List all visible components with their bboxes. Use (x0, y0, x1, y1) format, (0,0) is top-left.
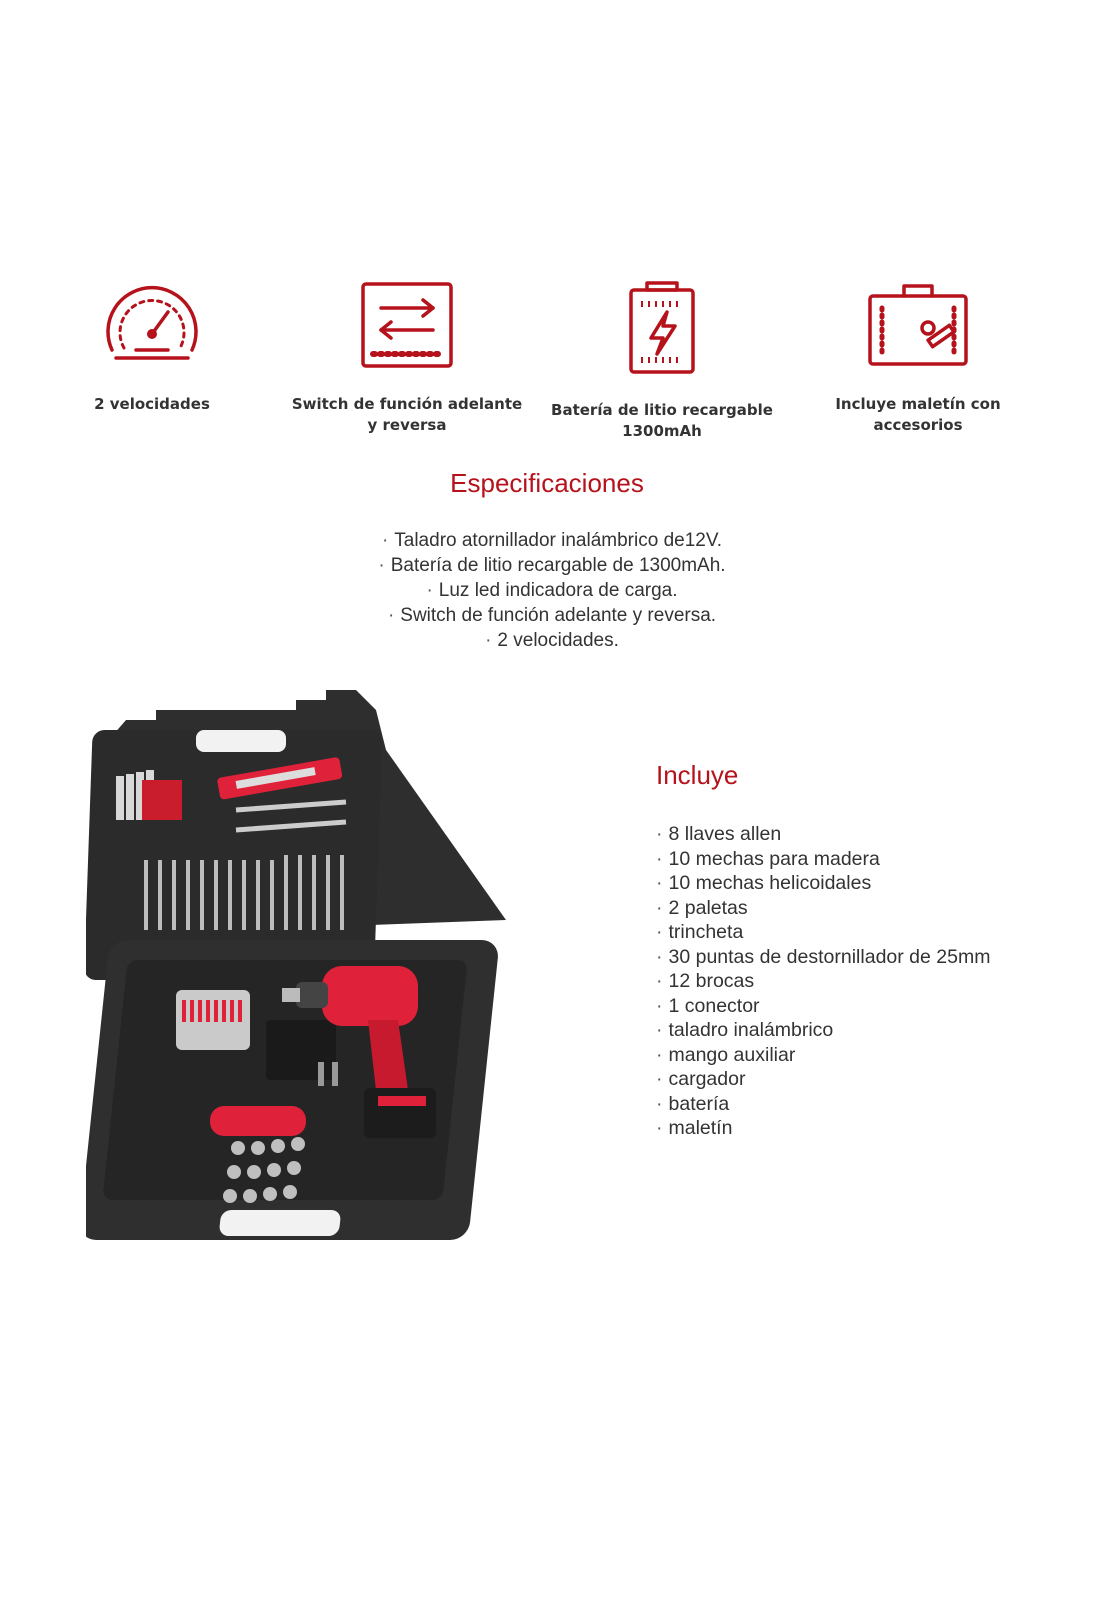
list-item: · Switch de función adelante y reversa. (387, 605, 717, 626)
feature-switch (287, 280, 527, 436)
list-item: · cargador (656, 1068, 746, 1090)
bullet: · (387, 605, 395, 626)
list-item: · 2 paletas (656, 896, 748, 919)
feature-label: Incluye maletín con accesorios (835, 395, 1001, 434)
feature-speed (32, 280, 272, 415)
list-item: · 10 mechas helicoidales (656, 872, 872, 894)
bullet: · (656, 1019, 663, 1041)
list-item: · 12 brocas (656, 970, 755, 992)
bullet: · (656, 945, 663, 968)
bullet: · (656, 1092, 663, 1115)
bullet: · (656, 921, 663, 943)
bullet: · (381, 530, 389, 551)
list-item: · trincheta (656, 921, 744, 943)
list-item: · 30 puntas de destornillador de 25mm (656, 945, 991, 968)
includes-title: Incluye (656, 760, 739, 790)
bullet: · (378, 555, 385, 576)
bullet: · (656, 847, 663, 870)
list-item: · maletín (656, 1117, 733, 1139)
list-item: · 8 llaves allen (656, 823, 782, 845)
forward-reverse-switch-icon (359, 280, 455, 370)
list-item: · 2 velocidades. (485, 630, 619, 651)
feature-case (798, 280, 1038, 436)
battery-charge-icon (627, 280, 697, 376)
list-item: · taladro inalámbrico (656, 1019, 834, 1041)
includes-list (656, 822, 1096, 1141)
list-item: · Luz led indicadora de carga. (426, 580, 678, 601)
bullet: · (656, 896, 663, 919)
toolkit-product-image (86, 690, 536, 1250)
bullet: · (656, 1117, 663, 1139)
bullet: · (656, 823, 663, 845)
feature-label: 2 velocidades (94, 395, 210, 413)
feature-battery (542, 280, 782, 442)
bullet: · (426, 580, 433, 601)
specs-title: Especificaciones (450, 468, 644, 498)
list-item: · Batería de litio recargable de 1300mAh. (378, 555, 726, 576)
feature-label: Batería de litio recargable 1300mAh (551, 401, 773, 440)
list-item: · Taladro atornillador inalámbrico de12V. (381, 530, 723, 551)
speedometer-icon (102, 280, 202, 370)
bullet: · (656, 1068, 663, 1090)
list-item: · batería (656, 1092, 730, 1115)
bullet: · (656, 1043, 663, 1066)
toolcase-icon (866, 280, 970, 370)
bullet: · (656, 970, 663, 992)
bullet: · (656, 994, 663, 1017)
list-item: · 1 conector (656, 994, 760, 1017)
list-item: · mango auxiliar (656, 1043, 796, 1066)
feature-label: Switch de función adelante y reversa (291, 395, 523, 434)
list-item: · 10 mechas para madera (656, 847, 880, 870)
bullet: · (656, 872, 663, 894)
specs-list (252, 528, 852, 653)
bullet: · (485, 630, 492, 651)
